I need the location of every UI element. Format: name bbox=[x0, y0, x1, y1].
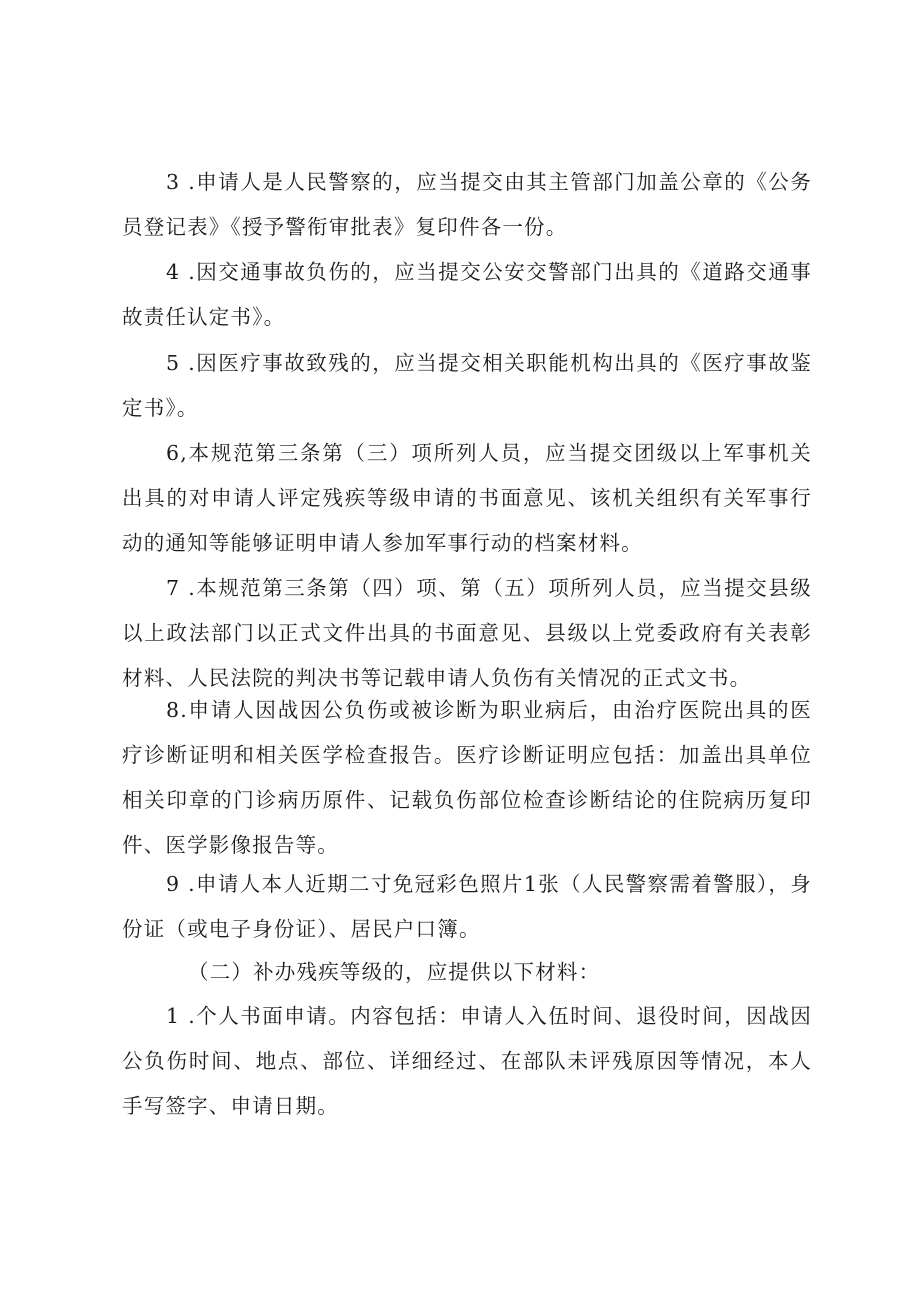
paragraph-item-4: 4 .因交通事故负伤的，应当提交公安交警部门出具的《道路交通事故责任认定书》。 bbox=[122, 260, 812, 329]
section-heading: （二）补办残疾等级的，应提供以下材料： bbox=[188, 960, 601, 984]
paragraph-item-1: 1 .个人书面申请。内容包括：申请人入伍时间、退役时间，因战因公负伤时间、地点、部位、详细经过、在部队未评残原因等情况，本人手写签字、申请日期。 bbox=[122, 1004, 812, 1118]
paragraph-item-3: 3 .申请人是人民警察的，应当提交由其主管部门加盖公章的《公务员登记表》《授予警衔审批表》复印件各一份。 bbox=[122, 170, 812, 239]
paragraph-item-6: 6,本规范第三条第（三）项所列人员，应当提交团级以上军事机关出具的对申请人评定残疾等级申请的书面意见、该机关组织有关军事行动的通知等能够证明申请人参加军事行动的档案材料。 bbox=[122, 441, 812, 555]
paragraph-item-8: 8.申请人因战因公负伤或被诊断为职业病后，由治疗医院出具的医疗诊断证明和相关医学检查报告。医疗诊断证明应包括：加盖出具单位相关印章的门诊病历原件、记载负伤部位检查诊断结论的住院病历复印件、医学影像报告等。 bbox=[122, 698, 812, 857]
paragraph-item-5: 5 .因医疗事故致残的，应当提交相关职能机构出具的《医疗事故鉴定书》。 bbox=[122, 351, 812, 420]
paragraph-item-9: 9 .申请人本人近期二寸免冠彩色照片1张（人民警察需着警服），身份证（或电子身份证）、居民户口簿。 bbox=[122, 872, 812, 941]
paragraph-item-7: 7 .本规范第三条第（四）项、第（五）项所列人员，应当提交县级以上政法部门以正式文件出具的书面意见、县级以上党委政府有关表彰材料、人民法院的判决书等记载申请人负伤有关情况的正式文书。 bbox=[122, 576, 812, 690]
